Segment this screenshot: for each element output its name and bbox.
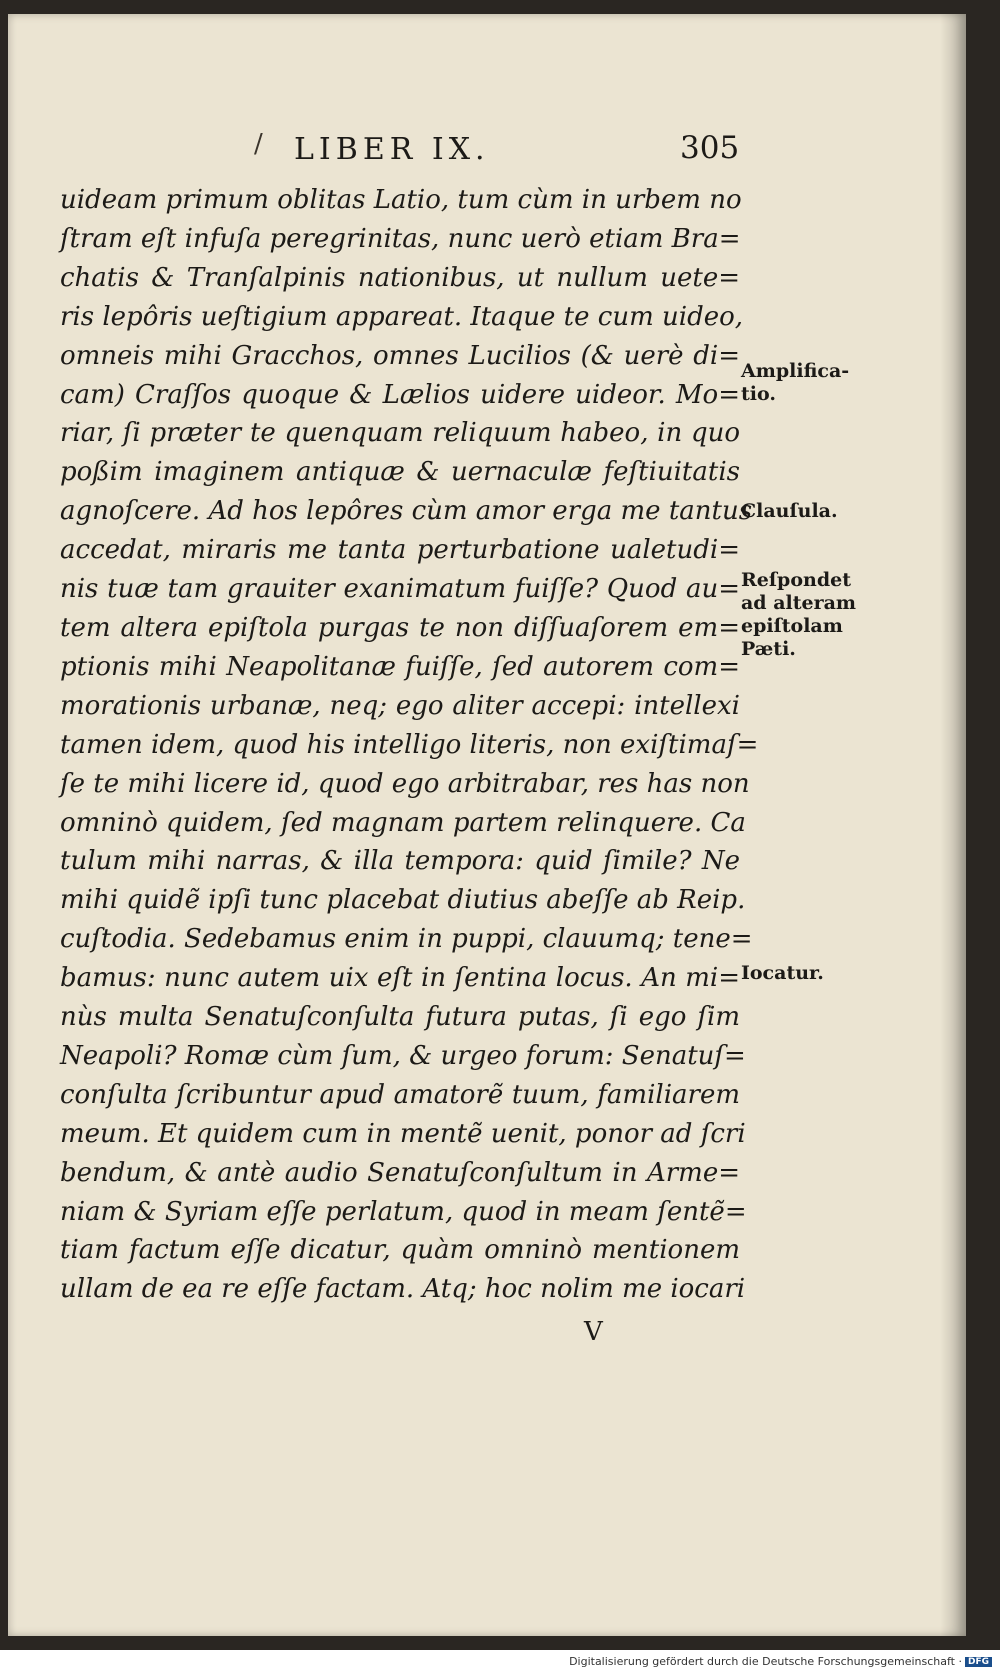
signature-mark: V — [584, 1317, 603, 1347]
digitization-credit — [569, 1655, 992, 1668]
text-line: bamus: nunc autem uix eſt in ſentina locus. An mi= — [60, 963, 740, 994]
text-line: niam & Syriam eſſe perlatum, quod in meam ſentẽ= — [60, 1196, 747, 1227]
head-margin-mark: / — [254, 129, 263, 159]
text-line: meum. Et quidem cum in mentẽ uenit, ponor ad ſcri — [60, 1118, 746, 1149]
margin-note-respondet: Reſpondet ad alteram epiſtolam Pæti. — [741, 569, 857, 660]
text-line: omneis mihi Gracchos, omnes Lucilios (& uerè di= — [60, 340, 740, 371]
text-line: cam) Craſſos quoque & Lælios uidere uideor. Mo= — [60, 379, 740, 410]
credit-text: Digitalisierung gefördert durch die Deutsche Forschungsgemeinschaft · — [569, 1655, 962, 1668]
text-line: tem altera epiſtola purgas te non diſſuaſorem em= — [60, 612, 740, 643]
text-line: uideam primum oblitas Latio, tum cùm in urbem no — [60, 185, 742, 215]
text-line: cuſtodia. Sedebamus enim in puppi, clauumq; tene= — [60, 924, 753, 955]
text-line: tamen idem, quod his intelligo literis, non exiſtimaſ= — [60, 729, 759, 760]
text-line: morationis urbanæ, neq; ego aliter accepi: intellexi — [60, 690, 740, 721]
text-line: ptionis mihi Neapolitanæ fuiſſe, ſed autorem com= — [60, 651, 740, 682]
text-line: poßim imaginem antiquæ & uernaculæ feſtiuitatis — [60, 457, 740, 488]
text-line: ris lepôris ueſtigium appareat. Itaque te cum uideo, — [60, 301, 744, 332]
book-page — [8, 14, 966, 1636]
text-line: tiam factum eſſe dicatur, quàm omninò mentionem — [60, 1235, 740, 1266]
text-line: nùs multa Senatuſconſulta futura putas, ſi ego ſim — [60, 1002, 740, 1033]
body-text — [60, 181, 759, 1309]
running-title: LIBER IX. — [294, 132, 490, 167]
text-line: chatis & Tranſalpinis nationibus, ut nullum uete= — [60, 262, 740, 293]
text-line: mihi quidẽ ipſi tunc placebat diutius abeſſe ab Reip. — [60, 885, 746, 916]
text-line: riar, ſi præter te quenquam reliquum habeo, in quo — [60, 418, 740, 449]
text-line: ſe te mihi licere id, quod ego arbitrabar, res has non — [60, 768, 750, 799]
text-line: conſulta ſcribuntur apud amatorẽ tuum, familiarem — [60, 1079, 740, 1110]
text-line: tulum mihi narras, & illa tempora: quid ſimile? Ne — [60, 846, 740, 877]
page-number: 305 — [680, 130, 740, 166]
text-line: Neapoli? Romæ cùm ſum, & urgeo forum: Senatuſ= — [60, 1040, 746, 1071]
text-line: omninò quidem, ſed magnam partem relinquere. Ca — [60, 807, 746, 838]
text-line: bendum, & antè audio Senatuſconſultum in Arme= — [60, 1157, 740, 1188]
text-line: accedat, miraris me tanta perturbatione ualetudi= — [60, 535, 740, 566]
dfg-logo: DFG — [965, 1657, 992, 1667]
margin-note-clausula: Clauſula. — [741, 500, 838, 522]
text-line: agnoſcere. Ad hos lepôres cùm amor erga me tantus — [60, 496, 753, 527]
margin-note-amplificatio: Amplifica‐ tio. — [741, 360, 850, 405]
text-line: nis tuæ tam grauiter exanimatum fuiſſe? Quod au= — [60, 574, 740, 605]
text-line: ſtram eſt infuſa peregrinitas, nunc uerò etiam Bra= — [60, 223, 741, 254]
margin-note-iocatur: Iocatur. — [741, 962, 824, 984]
text-line: ullam de ea re eſſe factam. Atq; hoc nolim me iocari — [60, 1274, 746, 1305]
